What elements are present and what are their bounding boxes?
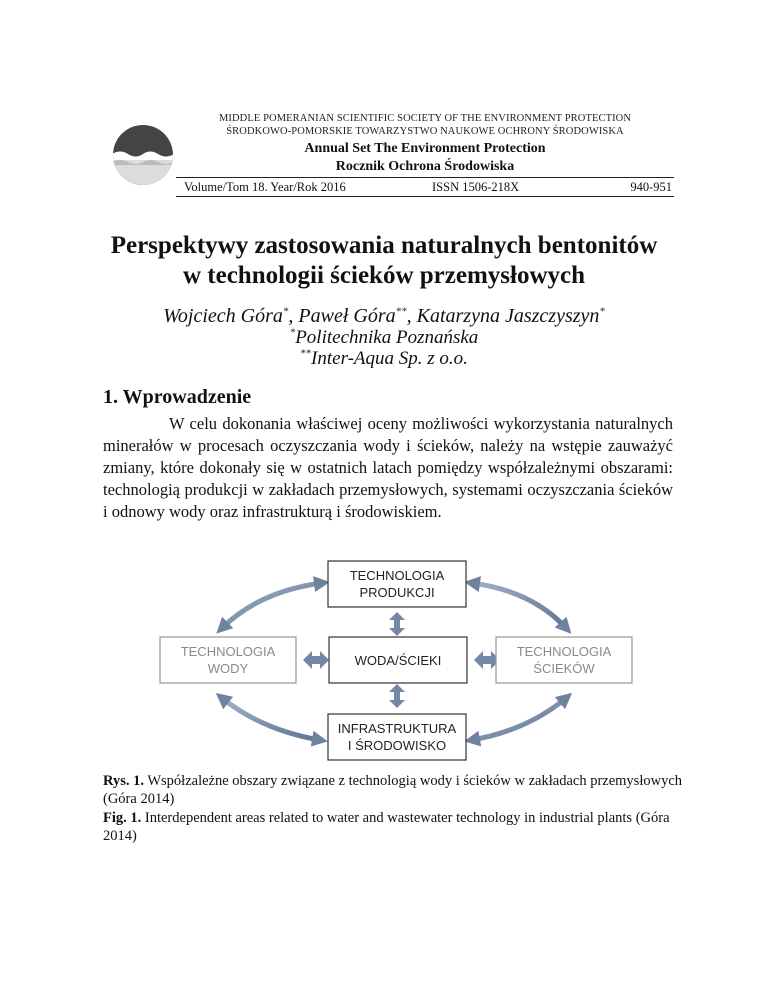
caption-polish: [103, 772, 683, 808]
box-production-line-1: TECHNOLOGIA: [349, 568, 445, 583]
affiliation-1-text: Politechnika Poznańska: [295, 327, 479, 348]
title-line-1: Perspektywy zastosowania naturalnych bentonitów: [110, 232, 658, 259]
box-production-line-2: PRODUKCJI: [359, 585, 435, 600]
curve-arrow-top-left: [222, 583, 322, 628]
section-heading: 1. Wprowadzenie: [103, 386, 252, 408]
box-water-line-2: WODY: [207, 661, 249, 676]
box-wastewater-line-2: ŚCIEKÓW: [533, 661, 595, 676]
society-name-pl: ŚRODKOWO-POMORSKIE TOWARZYSTWO NAUKOWE OCHRONY ŚRODOWISKA: [226, 126, 624, 137]
curve-arrow-top-right: [472, 583, 566, 628]
box-center-label: WODA/ŚCIEKI: [354, 653, 442, 668]
affiliation-2-text: Inter-Aqua Sp. z o.o.: [311, 348, 468, 369]
author-2: , Paweł Góra: [288, 305, 396, 327]
box-wastewater-line-1: TECHNOLOGIA: [516, 644, 612, 659]
arrow-middle-left: [303, 651, 329, 669]
caption-english: [103, 809, 683, 845]
page-range: 940-951: [630, 180, 672, 194]
caption-polish-text: Współzależne obszary związane z technologią wody i ścieków w zakładach przemysłowych (Góra 2014): [103, 773, 683, 807]
author-1: Wojciech Góra: [163, 305, 283, 327]
curve-arrow-bottom-left: [222, 698, 320, 740]
box-infrastructure-line-2: I ŚRODOWISKO: [347, 738, 447, 753]
author-3-mark: *: [599, 305, 605, 318]
caption-polish-label: Rys. 1.: [103, 773, 144, 789]
arrow-top-center: [389, 612, 405, 636]
arrow-bottom-center: [389, 684, 405, 708]
intro-paragraph-text: W celu dokonania właściwej oceny możliwości wykorzystania naturalnych minerałów w procesach oczyszczania wody i ścieków, należy na wstępie zauważyć zmiany, które dokonały się w ostatnich latach pomiędzy współzależnymi obszarami: technologią produkcji w zakładach przemysłowych, systemami oczyszczania ścieków i odnowy wody oraz infrastrukturą i środowiskiem.: [103, 414, 673, 521]
volume-year: Volume/Tom 18. Year/Rok 2016: [184, 180, 346, 194]
author-1-mark: *: [282, 305, 289, 318]
journal-name-en: Annual Set The Environment Protection: [304, 141, 546, 156]
curve-arrow-bottom-right: [472, 698, 566, 740]
caption-english-text: Interdependent areas related to water and wastewater technology in industrial plants (Góra 2014): [103, 810, 670, 844]
caption-english-label: Fig. 1.: [103, 810, 142, 826]
author-2-mark: **: [395, 305, 407, 318]
journal-name-pl: Rocznik Ochrona Środowiska: [335, 159, 515, 174]
box-water-line-1: TECHNOLOGIA: [180, 644, 276, 659]
box-infrastructure-line-1: INFRASTRUKTURA: [337, 721, 457, 736]
title-line-2: w technologii ścieków przemysłowych: [182, 262, 586, 289]
affiliation-2-mark: **: [300, 347, 312, 360]
author-3: , Katarzyna Jaszczyszyn: [406, 305, 600, 327]
affiliation-1-mark: *: [289, 326, 296, 339]
society-name-en: MIDDLE POMERANIAN SCIENTIFIC SOCIETY OF THE ENVIRONMENT PROTECTION: [218, 113, 632, 124]
issn: ISSN 1506-218X: [432, 180, 520, 194]
